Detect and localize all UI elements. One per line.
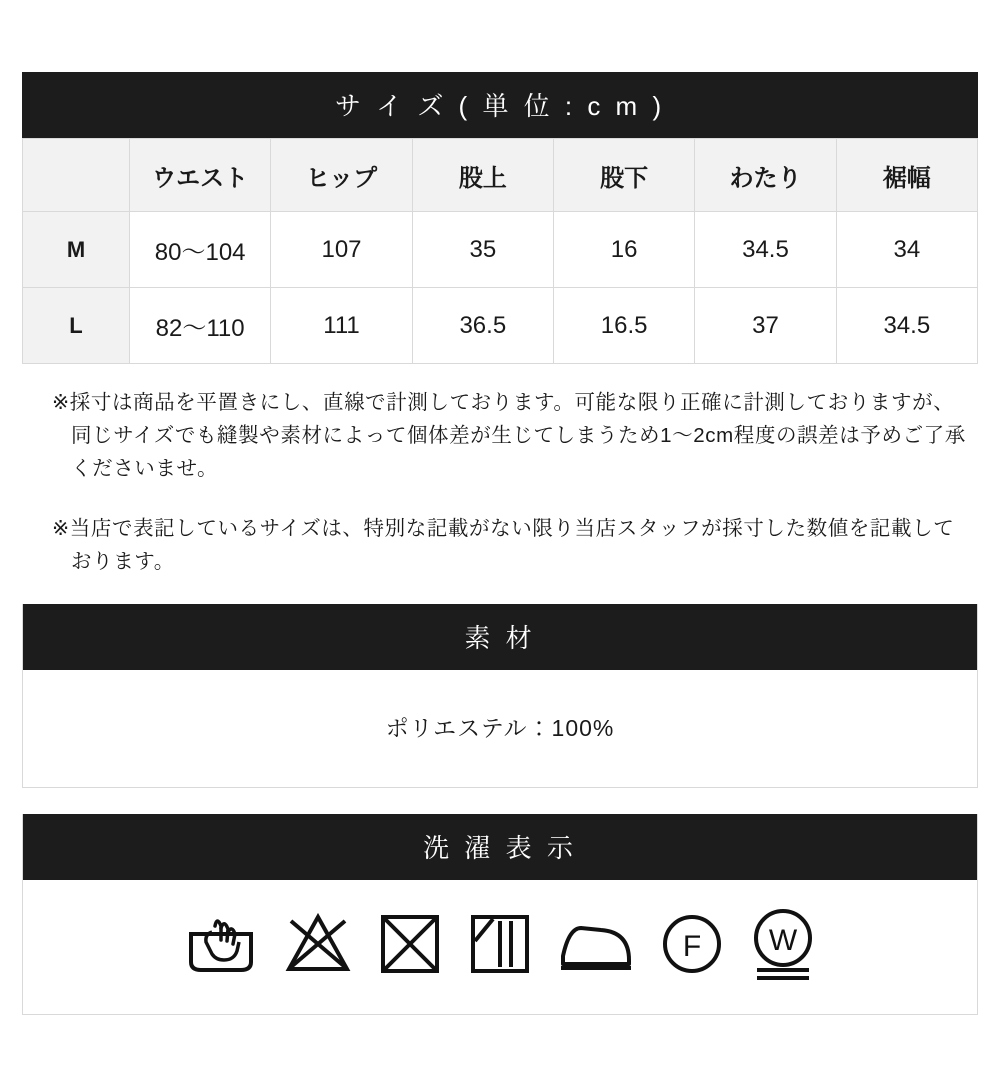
cell-m-inseam: 16 bbox=[553, 212, 694, 288]
cell-m-rise: 35 bbox=[412, 212, 553, 288]
row-label-m: M bbox=[23, 212, 130, 288]
size-table-head bbox=[23, 139, 978, 212]
material-section-title: 素 材 bbox=[23, 604, 977, 670]
size-section bbox=[22, 72, 978, 364]
dry-clean-f-icon bbox=[661, 913, 723, 975]
column-header-hip: ヒップ bbox=[271, 139, 412, 212]
size-table bbox=[22, 138, 978, 364]
material-text: ポリエステル：100% bbox=[385, 715, 615, 742]
column-header-thigh: わたり bbox=[695, 139, 836, 212]
iron-icon bbox=[559, 916, 633, 972]
cell-m-waist: 80〜104 bbox=[130, 212, 271, 288]
column-header-inseam: 股下 bbox=[553, 139, 694, 212]
note-store-measurement: ※当店で表記しているサイズは、特別な記載がない限り当店スタッフが採寸した数値を記載しております。 bbox=[52, 516, 955, 573]
no-tumble-dry-icon bbox=[379, 913, 441, 975]
wet-clean-w-icon bbox=[751, 908, 815, 980]
column-header-hem: 裾幅 bbox=[836, 139, 977, 212]
size-section-title: サ イ ズ ( 単 位 : c m ) bbox=[22, 72, 978, 138]
cell-l-waist: 82〜110 bbox=[130, 288, 271, 364]
table-row bbox=[23, 288, 978, 364]
cell-m-hip: 107 bbox=[271, 212, 412, 288]
no-bleach-icon bbox=[285, 913, 351, 975]
measurement-notes bbox=[22, 386, 978, 578]
cell-l-rise: 36.5 bbox=[412, 288, 553, 364]
column-header-rise: 股上 bbox=[412, 139, 553, 212]
row-label-l: L bbox=[23, 288, 130, 364]
cell-l-hip: 111 bbox=[271, 288, 412, 364]
note-measurement-method: ※採寸は商品を平置きにし、直線で計測しております。可能な限り正確に計測しておりますが、同じサイズでも縫製や素材によって個体差が生じてしまうため1〜2cm程度の誤差は予めご了承くださいませ。 bbox=[52, 391, 966, 481]
hand-wash-icon bbox=[185, 912, 257, 976]
column-header-waist: ウエスト bbox=[130, 139, 271, 212]
material-section bbox=[22, 604, 978, 788]
cell-m-thigh: 34.5 bbox=[695, 212, 836, 288]
table-row bbox=[23, 212, 978, 288]
cell-m-hem: 34 bbox=[836, 212, 977, 288]
care-icon-row bbox=[23, 880, 977, 1014]
drip-dry-shade-icon bbox=[469, 913, 531, 975]
cell-l-hem: 34.5 bbox=[836, 288, 977, 364]
size-table-corner-cell bbox=[23, 139, 130, 212]
svg-text:F: F bbox=[682, 930, 702, 964]
size-table-body bbox=[23, 212, 978, 364]
svg-text:W: W bbox=[768, 924, 798, 958]
table-header-row bbox=[23, 139, 978, 212]
cell-l-inseam: 16.5 bbox=[553, 288, 694, 364]
care-section bbox=[22, 814, 978, 1015]
product-spec-page bbox=[0, 72, 1000, 1072]
cell-l-thigh: 37 bbox=[695, 288, 836, 364]
care-section-title: 洗 濯 表 示 bbox=[23, 814, 977, 880]
